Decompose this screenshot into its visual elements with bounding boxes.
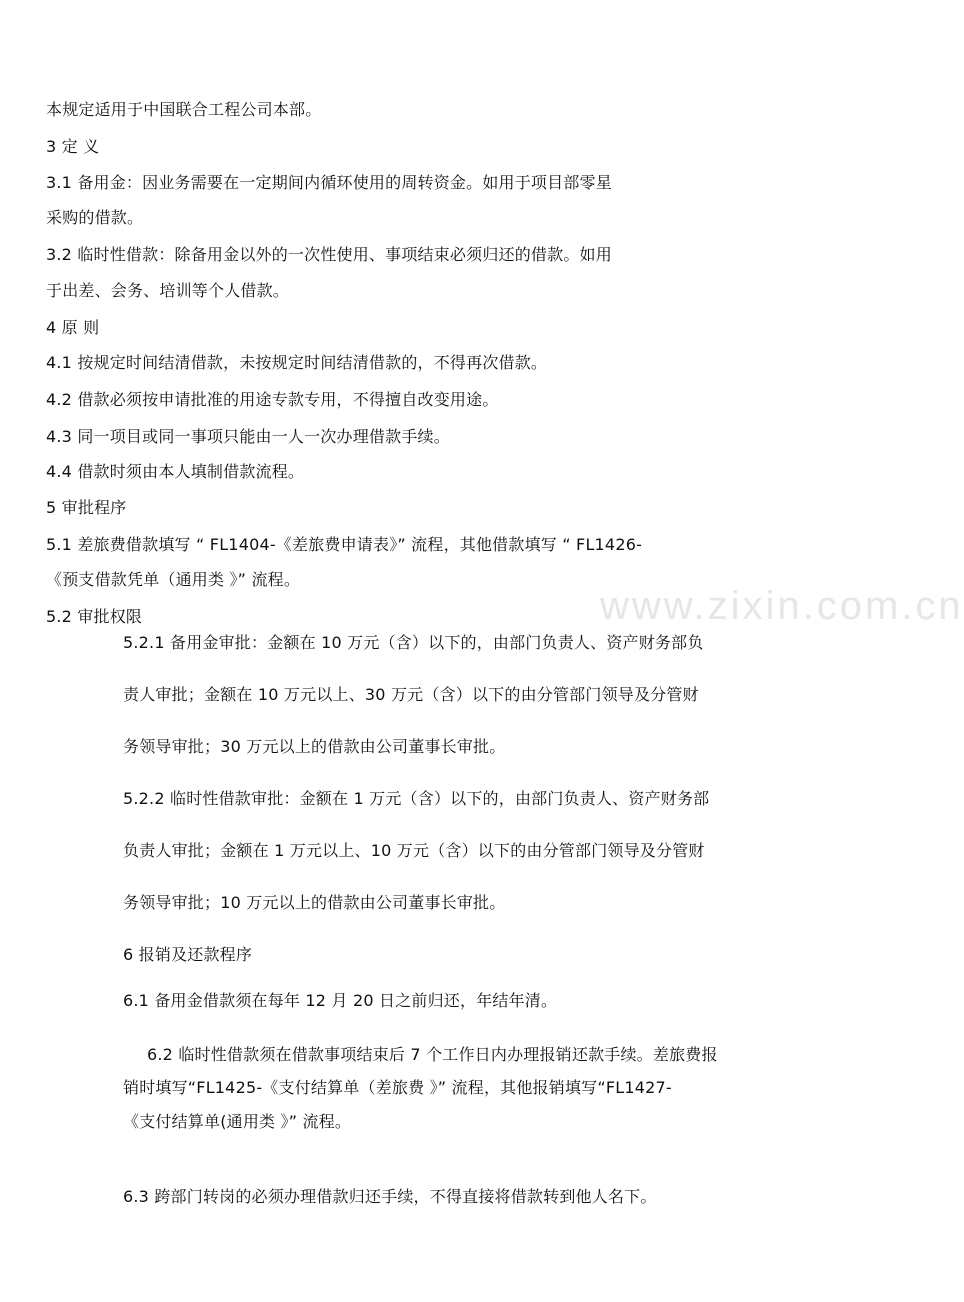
doc-line: 负责人审批；金额在 1 万元以上、10 万元（含）以下的由分管部门领导及分管财 [123, 841, 705, 860]
doc-line: 4.2 借款必须按申请批准的用途专款专用，不得擅自改变用途。 [46, 390, 499, 409]
section-heading: 5 审批程序 [46, 498, 127, 517]
section-heading: 3 定 义 [46, 137, 100, 156]
doc-line: 《预支借款凭单（通用类 》” 流程。 [46, 570, 301, 589]
doc-line: 4.1 按规定时间结清借款，未按规定时间结清借款的，不得再次借款。 [46, 353, 548, 372]
doc-line: 《支付结算单(通用类 》” 流程。 [123, 1112, 352, 1131]
doc-line: 5.2.2 临时性借款审批：金额在 1 万元（含）以下的，由部门负责人、资产财务部 [123, 789, 710, 808]
section-heading: 4 原 则 [46, 318, 100, 337]
subsection-heading: 5.2 审批权限 [46, 607, 143, 626]
doc-line: 6.2 临时性借款须在借款事项结束后 7 个工作日内办理报销还款手续。差旅费报 [147, 1045, 718, 1064]
watermark: www.zixin.com.cn [600, 584, 964, 628]
doc-line: 务领导审批；30 万元以上的借款由公司董事长审批。 [123, 737, 506, 756]
section-heading: 6 报销及还款程序 [123, 945, 253, 964]
doc-line: 本规定适用于中国联合工程公司本部。 [46, 100, 322, 119]
doc-line: 责人审批；金额在 10 万元以上、30 万元（含）以下的由分管部门领导及分管财 [123, 685, 699, 704]
doc-line: 6.1 备用金借款须在每年 12 月 20 日之前归还，年结年清。 [123, 991, 558, 1010]
doc-line: 3.2 临时性借款：除备用金以外的一次性使用、事项结束必须归还的借款。如用 [46, 245, 612, 264]
doc-line: 3.1 备用金：因业务需要在一定期间内循环使用的周转资金。如用于项目部零星 [46, 173, 612, 192]
doc-line: 务领导审批；10 万元以上的借款由公司董事长审批。 [123, 893, 506, 912]
doc-line: 6.3 跨部门转岗的必须办理借款归还手续，不得直接将借款转到他人名下。 [123, 1187, 657, 1206]
doc-line: 销时填写“FL1425-《支付结算单（差旅费 》” 流程，其他报销填写“FL1427- [123, 1078, 672, 1097]
doc-line: 4.3 同一项目或同一事项只能由一人一次办理借款手续。 [46, 427, 450, 446]
doc-line: 于出差、会务、培训等个人借款。 [46, 281, 290, 300]
doc-line: 5.1 差旅费借款填写 “ FL1404-《差旅费申请表》” 流程，其他借款填写 “ FL1426- [46, 535, 643, 554]
doc-line: 4.4 借款时须由本人填制借款流程。 [46, 462, 305, 481]
doc-line: 采购的借款。 [46, 208, 144, 227]
doc-line: 5.2.1 备用金审批：金额在 10 万元（含）以下的，由部门负责人、资产财务部负 [123, 633, 704, 652]
